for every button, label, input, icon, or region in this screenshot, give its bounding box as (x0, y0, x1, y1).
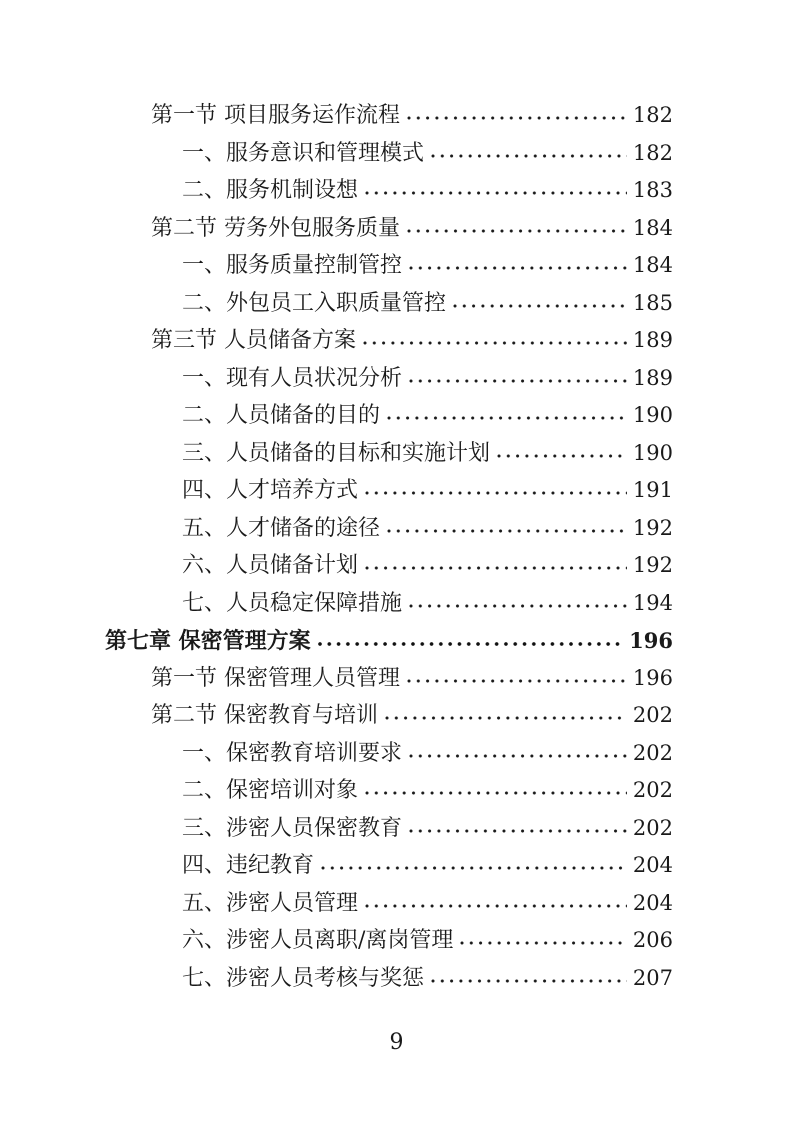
toc-entry-label: 三、人员储备的目标和实施计划 (182, 440, 491, 466)
toc-entry (0, 172, 673, 210)
toc-entry-label: 第二节 劳务外包服务质量 (151, 215, 400, 241)
toc-entry-page-number: 194 (632, 590, 673, 615)
toc-entry-page-number: 204 (632, 853, 673, 877)
toc-entry-label: 七、涉密人员考核与奖惩 (182, 965, 425, 991)
toc-entry (0, 660, 673, 698)
toc-entry (0, 772, 673, 810)
toc-entry (0, 360, 673, 398)
toc-entry-page-number: 184 (632, 215, 673, 240)
toc-entry-label: 七、人员稳定保障措施 (182, 590, 403, 616)
toc-leader-dots (431, 979, 627, 985)
toc-entry-page-number: 189 (632, 365, 673, 390)
toc-entry-page-number: 192 (632, 515, 673, 540)
toc-list (0, 97, 673, 997)
toc-entry (0, 135, 673, 173)
toc-entry (0, 810, 673, 848)
toc-entry-page-number: 206 (632, 928, 673, 952)
toc-entry (0, 397, 673, 435)
toc-entry-page-number: 183 (632, 178, 673, 202)
toc-entry (0, 960, 673, 998)
toc-leader-dots (365, 791, 627, 797)
toc-leader-dots (497, 454, 627, 460)
toc-entry-label: 四、人才培养方式 (182, 478, 359, 503)
toc-leader-dots (385, 716, 627, 722)
toc-entry-page-number: 196 (629, 628, 673, 653)
toc-entry-page-number: 185 (632, 290, 673, 315)
toc-entry-label: 一、服务质量控制管控 (182, 253, 403, 278)
toc-leader-dots (407, 679, 627, 685)
toc-entry-page-number: 190 (632, 440, 673, 465)
toc-entry (0, 322, 673, 360)
toc-entry-label: 一、现有人员状况分析 (182, 365, 403, 391)
toc-leader-dots (365, 566, 627, 572)
toc-entry (0, 510, 673, 548)
toc-leader-dots (363, 341, 627, 347)
toc-entry-label: 第一节 保密管理人员管理 (151, 665, 400, 691)
toc-entry-label: 二、人员储备的目的 (182, 403, 381, 428)
toc-entry-page-number: 189 (632, 328, 673, 352)
toc-entry-page-number: 191 (632, 478, 673, 502)
toc-entry-label: 二、外包员工入职质量管控 (182, 290, 447, 316)
toc-leader-dots (431, 154, 627, 160)
toc-leader-dots (407, 229, 627, 235)
toc-entry (0, 922, 673, 960)
toc-entry-label: 五、人才储备的途径 (182, 515, 381, 541)
footer-page-number: 9 (389, 1030, 404, 1055)
toc-entry-label: 一、服务意识和管理模式 (182, 140, 425, 166)
toc-leader-dots (409, 754, 627, 760)
toc-entry-label: 第二节 保密教育与培训 (151, 703, 378, 728)
toc-leader-dots (365, 904, 627, 910)
toc-entry (0, 210, 673, 248)
toc-entry-page-number: 182 (632, 140, 673, 165)
toc-leader-dots (409, 379, 627, 385)
toc-leader-dots (365, 191, 627, 197)
toc-leader-dots (409, 266, 627, 272)
toc-leader-dots (321, 866, 627, 872)
toc-entry-label: 五、涉密人员管理 (182, 890, 359, 916)
toc-leader-dots (409, 604, 627, 610)
toc-entry (0, 847, 673, 885)
toc-entry-page-number: 202 (632, 815, 673, 840)
toc-entry-label: 第一节 项目服务运作流程 (151, 103, 400, 128)
toc-leader-dots (387, 529, 627, 535)
toc-entry-page-number: 190 (632, 403, 673, 427)
toc-leader-dots (453, 304, 627, 310)
toc-entry (0, 585, 673, 623)
toc-leader-dots (460, 941, 626, 947)
toc-entry (0, 885, 673, 923)
toc-entry (0, 247, 673, 285)
toc-leader-dots (387, 416, 627, 422)
toc-entry-page-number: 184 (632, 253, 673, 277)
toc-entry (0, 735, 673, 773)
toc-entry-label: 四、违纪教育 (182, 853, 315, 878)
toc-leader-dots (365, 491, 627, 497)
toc-entry (0, 285, 673, 323)
toc-entry-page-number: 202 (632, 703, 673, 727)
toc-entry-page-number: 182 (632, 103, 673, 127)
toc-entry-page-number: 204 (632, 890, 673, 915)
toc-entry (0, 97, 673, 135)
toc-entry-page-number: 192 (632, 553, 673, 577)
toc-entry (0, 472, 673, 510)
toc-leader-dots (407, 116, 627, 122)
toc-entry-page-number: 202 (632, 778, 673, 802)
toc-entry-label: 六、涉密人员离职/离岗管理 (182, 928, 454, 953)
toc-entry-label: 六、人员储备计划 (182, 553, 359, 578)
toc-entry (0, 697, 673, 735)
toc-entry-label: 一、保密教育培训要求 (182, 740, 403, 766)
toc-entry-label: 三、涉密人员保密教育 (182, 815, 403, 841)
toc-leader-dots (318, 642, 623, 648)
toc-entry-label: 第三节 人员储备方案 (151, 328, 356, 353)
toc-entry (0, 435, 673, 473)
toc-leader-dots (409, 829, 627, 835)
toc-entry-page-number: 202 (632, 740, 673, 765)
toc-entry (0, 547, 673, 585)
toc-entry-label: 二、服务机制设想 (182, 178, 359, 203)
toc-entry-page-number: 207 (632, 965, 673, 990)
toc-entry-label: 第七章 保密管理方案 (105, 628, 311, 654)
toc-entry-page-number: 196 (632, 665, 673, 690)
toc-entry-label: 二、保密培训对象 (182, 778, 359, 803)
toc-entry (0, 622, 673, 660)
